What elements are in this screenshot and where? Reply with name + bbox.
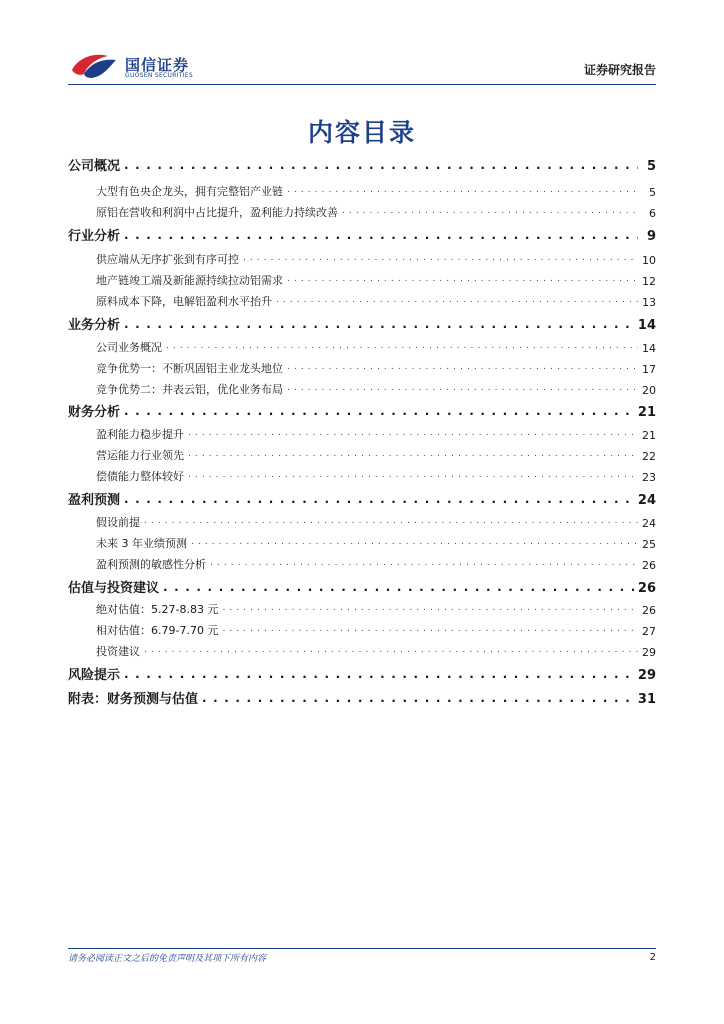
toc-leader-dots [124,492,634,506]
toc-entry-label: 风险提示 [68,668,121,683]
toc-entry-page: 27 [642,625,656,638]
toc-title: 内容目录 [307,118,416,147]
toc-leader-dots [222,622,638,636]
toc-leader-dots [191,535,638,549]
toc-entry-label: 地产链竣工端及新能源持续拉动铝需求 [96,274,283,287]
toc-entry-label: 原料成本下降，电解铝盈利水平抬升 [96,295,272,308]
toc-leader-dots [276,293,638,307]
toc-entry-page: 26 [642,604,656,617]
guosen-logo [68,50,218,82]
toc-entry-label: 估值与投资建议 [68,581,160,596]
toc-entry-label: 盈利预测 [68,493,121,508]
toc-entry-label: 假设前提 [96,516,140,529]
toc-leader-dots [188,468,638,482]
toc-entry-page: 26 [642,559,656,572]
toc-leader-dots [124,404,634,418]
toc-entry-page: 13 [642,296,656,309]
toc-entry-page: 17 [642,363,656,376]
report-type-label: 证券研究报告 [583,63,656,77]
toc-entry-label: 盈利预测的敏感性分析 [96,558,206,571]
toc-section-entry[interactable] [68,687,656,707]
page-header [68,48,656,84]
logo-text-cn: 国信证券 [125,56,190,74]
toc-subsection-entry[interactable] [68,200,656,220]
toc-subsection-entry[interactable] [68,464,656,484]
toc-entry-page: 21 [642,429,656,442]
toc-entry-label: 绝对估值：5.27-8.83 元 [96,603,219,616]
toc-leader-dots [144,643,638,657]
toc-leader-dots [243,251,638,265]
toc-section-entry[interactable] [68,663,656,683]
toc-entry-label: 未来 3 年业绩预测 [96,537,187,550]
toc-leader-dots [287,381,638,395]
toc-entry-page: 14 [637,318,656,333]
toc-entry-label: 相对估值：6.79-7.70 元 [96,624,219,637]
footer-disclaimer: 请务必阅读正文之后的免责声明及其项下所有内容 [68,954,267,964]
header-divider [68,84,656,85]
toc-leader-dots [210,556,638,570]
toc-entry-label: 行业分析 [68,229,121,244]
toc-leader-dots [124,228,638,242]
toc-subsection-entry[interactable] [68,377,656,397]
toc-leader-dots [188,426,638,440]
toc-section-entry[interactable] [68,576,656,596]
toc-section-entry[interactable] [68,224,656,244]
toc-section-entry[interactable] [68,400,656,420]
toc-section-entry[interactable] [68,154,656,174]
page-number: 2 [649,952,656,963]
toc-entry-page: 20 [642,384,656,397]
toc-entry-label: 公司概况 [68,159,121,174]
toc-entry-label: 竞争优势一：不断巩固铝主业龙头地位 [96,362,283,375]
toc-entry-page: 31 [637,692,656,707]
toc-leader-dots [287,360,638,374]
toc-entry-page: 23 [642,471,656,484]
toc-subsection-entry[interactable] [68,247,656,267]
toc-subsection-entry[interactable] [68,531,656,551]
toc-subsection-entry[interactable] [68,639,656,659]
toc-entry-label: 供应端从无序扩张到有序可控 [96,253,239,266]
toc-leader-dots [287,272,638,286]
toc-entry-label: 竞争优势二：并表云铝，优化业务布局 [96,383,283,396]
toc-leader-dots [144,514,638,528]
toc-entry-page: 22 [642,450,656,463]
toc-entry-page: 5 [649,186,656,199]
toc-subsection-entry[interactable] [68,422,656,442]
toc-section-entry[interactable] [68,488,656,508]
toc-entry-page: 29 [642,646,656,659]
toc-leader-dots [124,317,634,331]
toc-leader-dots [166,339,638,353]
toc-entry-page: 10 [642,254,656,267]
toc-entry-label: 投资建议 [96,645,140,658]
toc-subsection-entry[interactable] [68,289,656,309]
toc-entry-page: 24 [637,493,656,508]
toc-entry-page: 26 [637,581,656,596]
toc-subsection-entry[interactable] [68,443,656,463]
toc-leader-dots [124,667,634,681]
toc-entry-label: 原铝在营收和利润中占比提升，盈利能力持续改善 [96,206,338,219]
toc-entry-label: 偿债能力整体较好 [96,470,184,483]
footer-divider [68,948,656,949]
toc-entry-page: 5 [646,159,656,174]
toc-entry-page: 12 [642,275,656,288]
toc-leader-dots [342,204,638,218]
toc-subsection-entry[interactable] [68,552,656,572]
toc-entry-page: 21 [637,405,656,420]
toc-entry-page: 9 [646,229,656,244]
toc-entry-page: 24 [642,517,656,530]
toc-entry-label: 大型有色央企龙头，拥有完整铝产业链 [96,185,283,198]
toc-entry-label: 业务分析 [68,318,121,333]
toc-entry-label: 盈利能力稳步提升 [96,428,184,441]
toc-entry-page: 6 [649,207,656,220]
toc-section-entry[interactable] [68,313,656,333]
toc-subsection-entry[interactable] [68,268,656,288]
toc-entry-page: 14 [642,342,656,355]
toc-leader-dots [188,447,638,461]
toc-subsection-entry[interactable] [68,335,656,355]
toc-subsection-entry[interactable] [68,356,656,376]
toc-leader-dots [202,691,634,705]
toc-entry-page: 25 [642,538,656,551]
logo-icon [68,50,122,82]
logo-text-en: GUOSEN SECURITIES [125,72,194,79]
toc-entry-label: 附表：财务预测与估值 [68,692,199,707]
toc-subsection-entry[interactable] [68,597,656,617]
toc-subsection-entry[interactable] [68,510,656,530]
toc-leader-dots [287,183,638,197]
toc-leader-dots [124,158,638,172]
toc-entry-label: 财务分析 [68,405,121,420]
toc-subsection-entry[interactable] [68,618,656,638]
toc-leader-dots [222,601,638,615]
toc-entry-label: 公司业务概况 [96,341,162,354]
toc-entry-label: 营运能力行业领先 [96,449,184,462]
toc-entry-page: 29 [637,668,656,683]
toc-subsection-entry[interactable] [68,179,656,199]
toc-leader-dots [163,580,634,594]
